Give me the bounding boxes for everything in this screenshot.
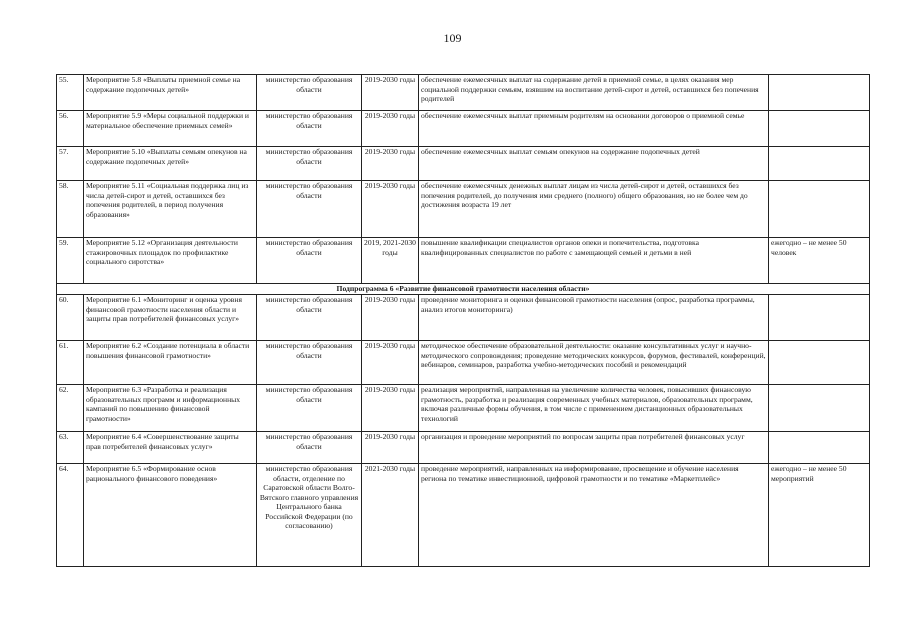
years: 2019-2030 годы bbox=[362, 111, 419, 147]
table-row-60 bbox=[57, 295, 870, 341]
indicator bbox=[769, 147, 870, 181]
measure-name: Мероприятие 6.5 «Формирование основ рационального финансового поведения» bbox=[84, 464, 257, 567]
table-row-61 bbox=[57, 341, 870, 385]
measure-name: Мероприятие 6.4 «Совершенствование защиты прав потребителей финансовых услуг» bbox=[84, 432, 257, 464]
measures-table bbox=[56, 74, 870, 567]
responsible-org: министерство образования области bbox=[257, 147, 362, 181]
table-row-55 bbox=[57, 75, 870, 111]
row-number: 56. bbox=[57, 111, 84, 147]
measure-name: Мероприятие 5.8 «Выплаты приемной семье на содержание подопечных детей» bbox=[84, 75, 257, 111]
row-number: 55. bbox=[57, 75, 84, 111]
row-number: 62. bbox=[57, 385, 84, 432]
indicator: ежегодно – не менее 50 мероприятий bbox=[769, 464, 870, 567]
table-row-62 bbox=[57, 385, 870, 432]
row-number: 61. bbox=[57, 341, 84, 385]
responsible-org: министерство образования области bbox=[257, 341, 362, 385]
indicator bbox=[769, 181, 870, 238]
measure-description: обеспечение ежемесячных выплат на содержание детей в приемной семье, в целях оказания мер социальной поддержки семьям, взявшим на воспитание детей-сирот и детей, оставшихся без попечения родителей bbox=[419, 75, 769, 111]
years: 2019-2030 годы bbox=[362, 147, 419, 181]
years: 2019-2030 годы bbox=[362, 295, 419, 341]
responsible-org: министерство образования области bbox=[257, 238, 362, 284]
responsible-org: министерство образования области bbox=[257, 432, 362, 464]
responsible-org: министерство образования области bbox=[257, 181, 362, 238]
table-row-59 bbox=[57, 238, 870, 284]
years: 2019-2030 годы bbox=[362, 181, 419, 238]
measure-name: Мероприятие 5.12 «Организация деятельности стажировочных площадок по профилактике социального сиротства» bbox=[84, 238, 257, 284]
table-row-57 bbox=[57, 147, 870, 181]
indicator bbox=[769, 432, 870, 464]
subprogram-title: Подпрограмма 6 «Развитие финансовой грамотности населения области» bbox=[57, 284, 870, 295]
measure-name: Мероприятие 5.11 «Социальная поддержка лиц из числа детей-сирот и детей, оставшихся без попечения родителей, в период получения образования» bbox=[84, 181, 257, 238]
years: 2021-2030 годы bbox=[362, 464, 419, 567]
indicator: ежегодно – не менее 50 человек bbox=[769, 238, 870, 284]
table-row-56 bbox=[57, 111, 870, 147]
row-number: 63. bbox=[57, 432, 84, 464]
table-row-63 bbox=[57, 432, 870, 464]
responsible-org: министерство образования области bbox=[257, 111, 362, 147]
measure-description: проведение мониторинга и оценки финансовой грамотности населения (опрос, разработка программы, анализ итогов мониторинга) bbox=[419, 295, 769, 341]
table-row-64 bbox=[57, 464, 870, 567]
measure-name: Мероприятие 6.2 «Создание потенциала в области повышения финансовой грамотности» bbox=[84, 341, 257, 385]
responsible-org: министерство образования области bbox=[257, 75, 362, 111]
row-number: 64. bbox=[57, 464, 84, 567]
measure-description: организация и проведение мероприятий по вопросам защиты прав потребителей финансовых услуг bbox=[419, 432, 769, 464]
years: 2019-2030 годы bbox=[362, 75, 419, 111]
indicator bbox=[769, 341, 870, 385]
years: 2019-2030 годы bbox=[362, 432, 419, 464]
measure-description: обеспечение ежемесячных выплат семьям опекунов на содержание подопечных детей bbox=[419, 147, 769, 181]
measure-description: методическое обеспечение образовательной деятельности: оказание консультативных услуг и научно-методического сопровождения; проведение методических конкурсов, форумов, фестивалей, конференций, вебинаров, семинаров, разработка учебно-методических пособий и рекомендаций bbox=[419, 341, 769, 385]
row-number: 57. bbox=[57, 147, 84, 181]
measure-name: Мероприятие 6.3 «Разработка и реализация образовательных программ и информационных кампаний по повышению финансовой грамотности» bbox=[84, 385, 257, 432]
indicator bbox=[769, 385, 870, 432]
responsible-org: министерство образования области bbox=[257, 295, 362, 341]
row-number: 59. bbox=[57, 238, 84, 284]
measure-description: обеспечение ежемесячных денежных выплат лицам из числа детей-сирот и детей, оставшихся без попечения родителей, до получения ими среднего (полного) общего образования, но не более чем до достижения возраста 19 лет bbox=[419, 181, 769, 238]
row-number: 58. bbox=[57, 181, 84, 238]
responsible-org: министерство образования области bbox=[257, 385, 362, 432]
measure-description: повышение квалификации специалистов органов опеки и попечительства, подготовка квалифицированных специалистов по работе с замещающей семьей и детьми в ней bbox=[419, 238, 769, 284]
indicator bbox=[769, 295, 870, 341]
subprogram-row bbox=[57, 284, 870, 295]
years: 2019-2030 годы bbox=[362, 385, 419, 432]
page-number: 109 bbox=[443, 31, 462, 45]
indicator bbox=[769, 111, 870, 147]
row-number: 60. bbox=[57, 295, 84, 341]
responsible-org: министерство образования области, отделение по Саратовской области Волго-Вятского главного управления Центрального банка Российской Федерации (по согласованию) bbox=[257, 464, 362, 567]
table-row-58 bbox=[57, 181, 870, 238]
measure-name: Мероприятие 5.9 «Меры социальной поддержки и материальное обеспечение приемных семей» bbox=[84, 111, 257, 147]
years: 2019, 2021-2030 годы bbox=[362, 238, 419, 284]
indicator bbox=[769, 75, 870, 111]
measure-description: обеспечение ежемесячных выплат приемным родителям на основании договоров о приемной семье bbox=[419, 111, 769, 147]
measure-description: проведение мероприятий, направленных на информирование, просвещение и обучение населения региона по тематике инвестиционной, цифровой грамотности и по тематике «Маркетплейс» bbox=[419, 464, 769, 567]
measure-name: Мероприятие 5.10 «Выплаты семьям опекунов на содержание подопечных детей» bbox=[84, 147, 257, 181]
measure-description: реализация мероприятий, направленная на увеличение количества человек, повысивших финансовую грамотность, разработка и реализация современных учебных материалов, образовательных программ, включая различные формы обучения, в том числе с применением дистанционных образовательных технологий bbox=[419, 385, 769, 432]
measure-name: Мероприятие 6.1 «Мониторинг и оценка уровня финансовой грамотности населения области и защиты прав потребителей финансовых услуг» bbox=[84, 295, 257, 341]
years: 2019-2030 годы bbox=[362, 341, 419, 385]
